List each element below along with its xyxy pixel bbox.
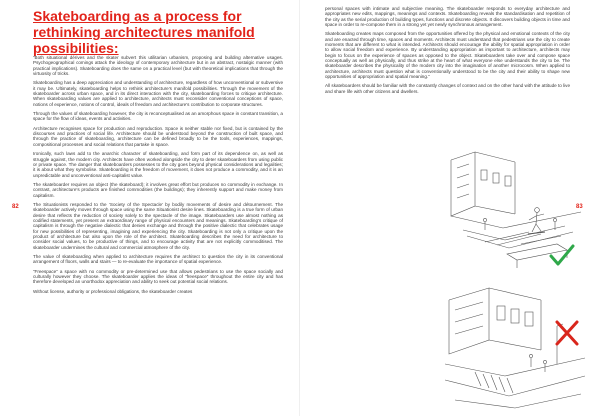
- body-paragraph: Architecture recognises space for production and reproduction. Space is neither stable nor fixed, but is contained by the discourses and practices of social life. Architecture should be understood beyond the construction of built space, and through the practice of skateboarding, architecture can be defined broadly to be the tools, experiences, mappings, compositional processes and social relations that partake in space.: [33, 125, 283, 147]
- cross-icon: [557, 322, 577, 344]
- body-paragraph: The Situationists responded to the ‘Society of the Spectacle’ by bodily movements of desire and détournement. The skateboarder actively moves through space using the same Situationist desire lines. Skateboarding is a true form of urban desire that reflects the reduction of society solely to the spectacle of the image. Skateboarders use almost nothing as codified statements, yet present an extraordinary range of physical encounters and meanings. Skateboarding’s critique of capitalism is through the negative dialectic that denies exchange and through the positive dialectic that celebrates usage for new possibilities of representing, imagining and experiencing the city. Skateboarding is not only a critique upon the product of architecture but also upon the role of the architect. Skateboarding describes the need for architecture to consider social values, to be productive of things, and to encourage activity that are not explicitly commoditised. The skateboarder undermines the cultural and commercial atmosphere of the city.: [33, 201, 283, 250]
- body-paragraph: All skateboarders should be familiar with the constantly changes of context and on the other hand with the attitude to live and share life with other citizens and dwellers.: [325, 83, 570, 94]
- body-paragraph: Through the values of skateboarding however, the city is reconceptualised as an amorphous space in constant transition, a space for the flow of ideas, events and activities.: [33, 111, 283, 122]
- right-text-column: [325, 6, 570, 98]
- body-paragraph: Skateboarding creates maps composed from the opportunities offered by the physical and emotional contexts of the city and are enacted through time, spaces and moments. Architects must understand that pedestrians use the city to create moments that are different to what is intended. Architects should encourage the ability for spatial appropriation in order to allow social freedom and experience. By understanding appropriation as important to architecture, architects may begin to focus on the experience of spaces as opposed to the object. Skateboarders take over and compose space conceptually as well as physically, and thus strike at the heart of what everyone else understands the city to be. The skateboarder describes the physicality of the modern city into the imagination of another microcosm. When applied to architecture, architects must question what is conventionally understood to be the city and their ability to shape new opportunities of appropriation and spatial meaning.”: [325, 31, 570, 80]
- body-paragraph: Ironically, such laws add to the anarchic character of skateboarding, and form part of its dependence on, as well as struggle against, the modern city. Architects have often worked alongside the city to deter skateboarders from using public or private space. The danger that skateboarders possesses to the city goes beyond physical considerations and legalities; it is about what they symbolise. Skateboarding is the freedom of movement, it does not produce a commodity, and it is an unpredictable and unconventional anti-capitalist value.: [33, 151, 283, 178]
- body-paragraph: “Freespace” a space with no commodity or pre-determined use that allows pedestrians to use the space socially and culturally however they choose. The skateboarder applies the ideas of “freespace” throughout the entire city and has therefore developed an unorthodox appreciation and ability to seek out potential social relations.: [33, 268, 283, 285]
- skate-sketch-illustrations: [445, 150, 585, 412]
- check-icon: [551, 246, 573, 264]
- left-text-column: [33, 55, 283, 298]
- sketch-skater-plaza: [451, 152, 581, 268]
- page-number-left: 82: [12, 204, 19, 210]
- body-paragraph: personal spaces with intimate and subjective meaning. The skateboarder responds to everyday architecture and appropriates new edits, mappings, meanings and contexts. Skateboarding reveals the standardisation and repetition of the city as the serial production of building types, functions and discrete objects. It discovers building objects in time and space in order to re-compose them in a strong yet yet newly synchronous arrangement.: [325, 6, 570, 28]
- body-paragraph: Skateboarding has a deep appreciation and understanding of architecture, regardless of how unconventional or subversive it may be. Ultimately, skateboarding helps to rethink architecture’s manifold possibilities. Through the movement of the skateboarder across urban space, and in its direct interaction with the city, skateboarding forces to critique architecture. When skateboarding values are applied to architecture, architects must reconsider conventional conceptions of space, notions of experience, notions of control, ideals of freedom and architecture’s contribution to corporate structures.: [33, 80, 283, 107]
- body-paragraph: The value of skateboarding when applied to architecture requires the architect to question the city in its conventional arrangement of floors, walls and stairs — to re-evaluate the importance of spatial experience.: [33, 254, 283, 265]
- body-paragraph: Without license, authority or professional obligations, the skateboarder creates: [33, 288, 193, 294]
- body-paragraph: “Both situational dérives and the skater subvert this utilitarian urbanism, proposing and building alternative usages. Psychogeographical comings attack the ideology of contemporary architecture but in an abstract, nostalgic manner (with practical implications). Skateboarding does the same on a practical level (but with theoretical implications that through the virtuosity of tricks.: [33, 55, 283, 77]
- section-title: Skateboarding as a process for rethinking architectures manifold possibilities:: [33, 8, 255, 56]
- page-number-right: 83: [576, 204, 583, 210]
- sketch-street-crossing: [445, 288, 585, 408]
- body-paragraph: The skateboarder requires an object (the skateboard); it involves great effort but produces no commodity in exchange. In contrast, architecture’s products are finished commodities (the buildings); they inherently support and make money from capitalism.: [33, 181, 283, 198]
